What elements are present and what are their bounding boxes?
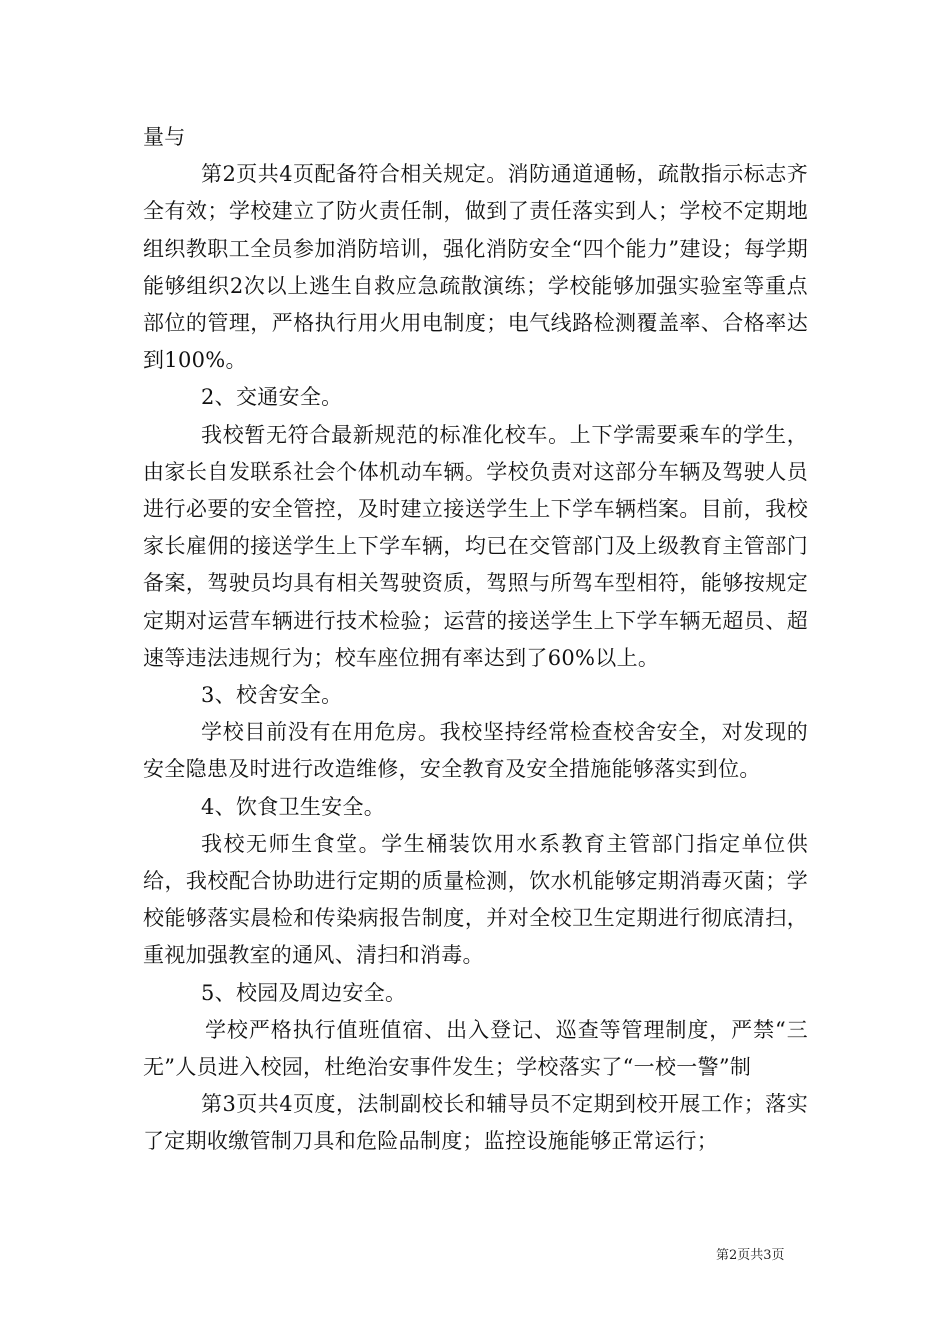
section-heading-food: 4、饮食卫生安全。: [201, 794, 386, 819]
paragraph-9: 学校严格执行值班值宿、出入登记、巡查等管理制度，严禁“三无”人员进入校园，杜绝治安事件发生；学校落实了“一校一警”制: [143, 1017, 808, 1080]
paragraph-1: 第2页共4页配备符合相关规定。消防通道通畅，疏散指示标志齐全有效；学校建立了防火责任制，做到了责任落实到人；学校不定期地组织教职工全员参加消防培训，强化消防安全“四个能力”建设；每学期能够组织2次以上逃生自救应急疏散演练；学校能够加强实验室等重点部位的管理，严格执行用火用电制度；电气线路检测覆盖率、合格率达到100%。: [143, 162, 808, 373]
paragraph-5: 学校目前没有在用危房。我校坚持经常检查校舍安全，对发现的安全隐患及时进行改造维修，安全教育及安全措施能够落实到位。: [143, 720, 808, 782]
page-number-footer: 第2页共3页: [716, 1248, 785, 1263]
paragraph-10: 第3页共4页度，法制副校长和辅导员不定期到校开展工作；落实了定期收缴管制刀具和危险品制度；监控设施能够正常运行；: [143, 1092, 808, 1154]
document-body: [143, 119, 808, 1161]
section-heading-buildings: 3、校舍安全。: [201, 683, 343, 708]
paragraph-0: 量与: [143, 125, 186, 149]
section-heading-campus: 5、校园及周边安全。: [201, 980, 407, 1005]
paragraph-7: 我校无师生食堂。学生桶装饮用水系教育主管部门指定单位供给，我校配合协助进行定期的质量检测，饮水机能够定期消毒灭菌；学校能够落实晨检和传染病报告制度，并对全校卫生定期进行彻底清扫，重视加强教室的通风、清扫和消毒。: [143, 831, 808, 968]
paragraph-3: 我校暂无符合最新规范的标准化校车。上下学需要乘车的学生，由家长自发联系社会个体机动车辆。学校负责对这部分车辆及驾驶人员进行必要的安全管控，及时建立接送学生上下学车辆档案。目前，我校家长雇佣的接送学生上下学车辆，均已在交管部门及上级教育主管部门备案，驾驶员均具有相关驾驶资质，驾照与所驾车型相符，能够按规定定期对运营车辆进行技术检验；运营的接送学生上下学车辆无超员、超速等违法违规行为；校车座位拥有率达到了60%以上。: [143, 422, 808, 670]
section-heading-traffic: 2、交通安全。: [201, 385, 343, 410]
